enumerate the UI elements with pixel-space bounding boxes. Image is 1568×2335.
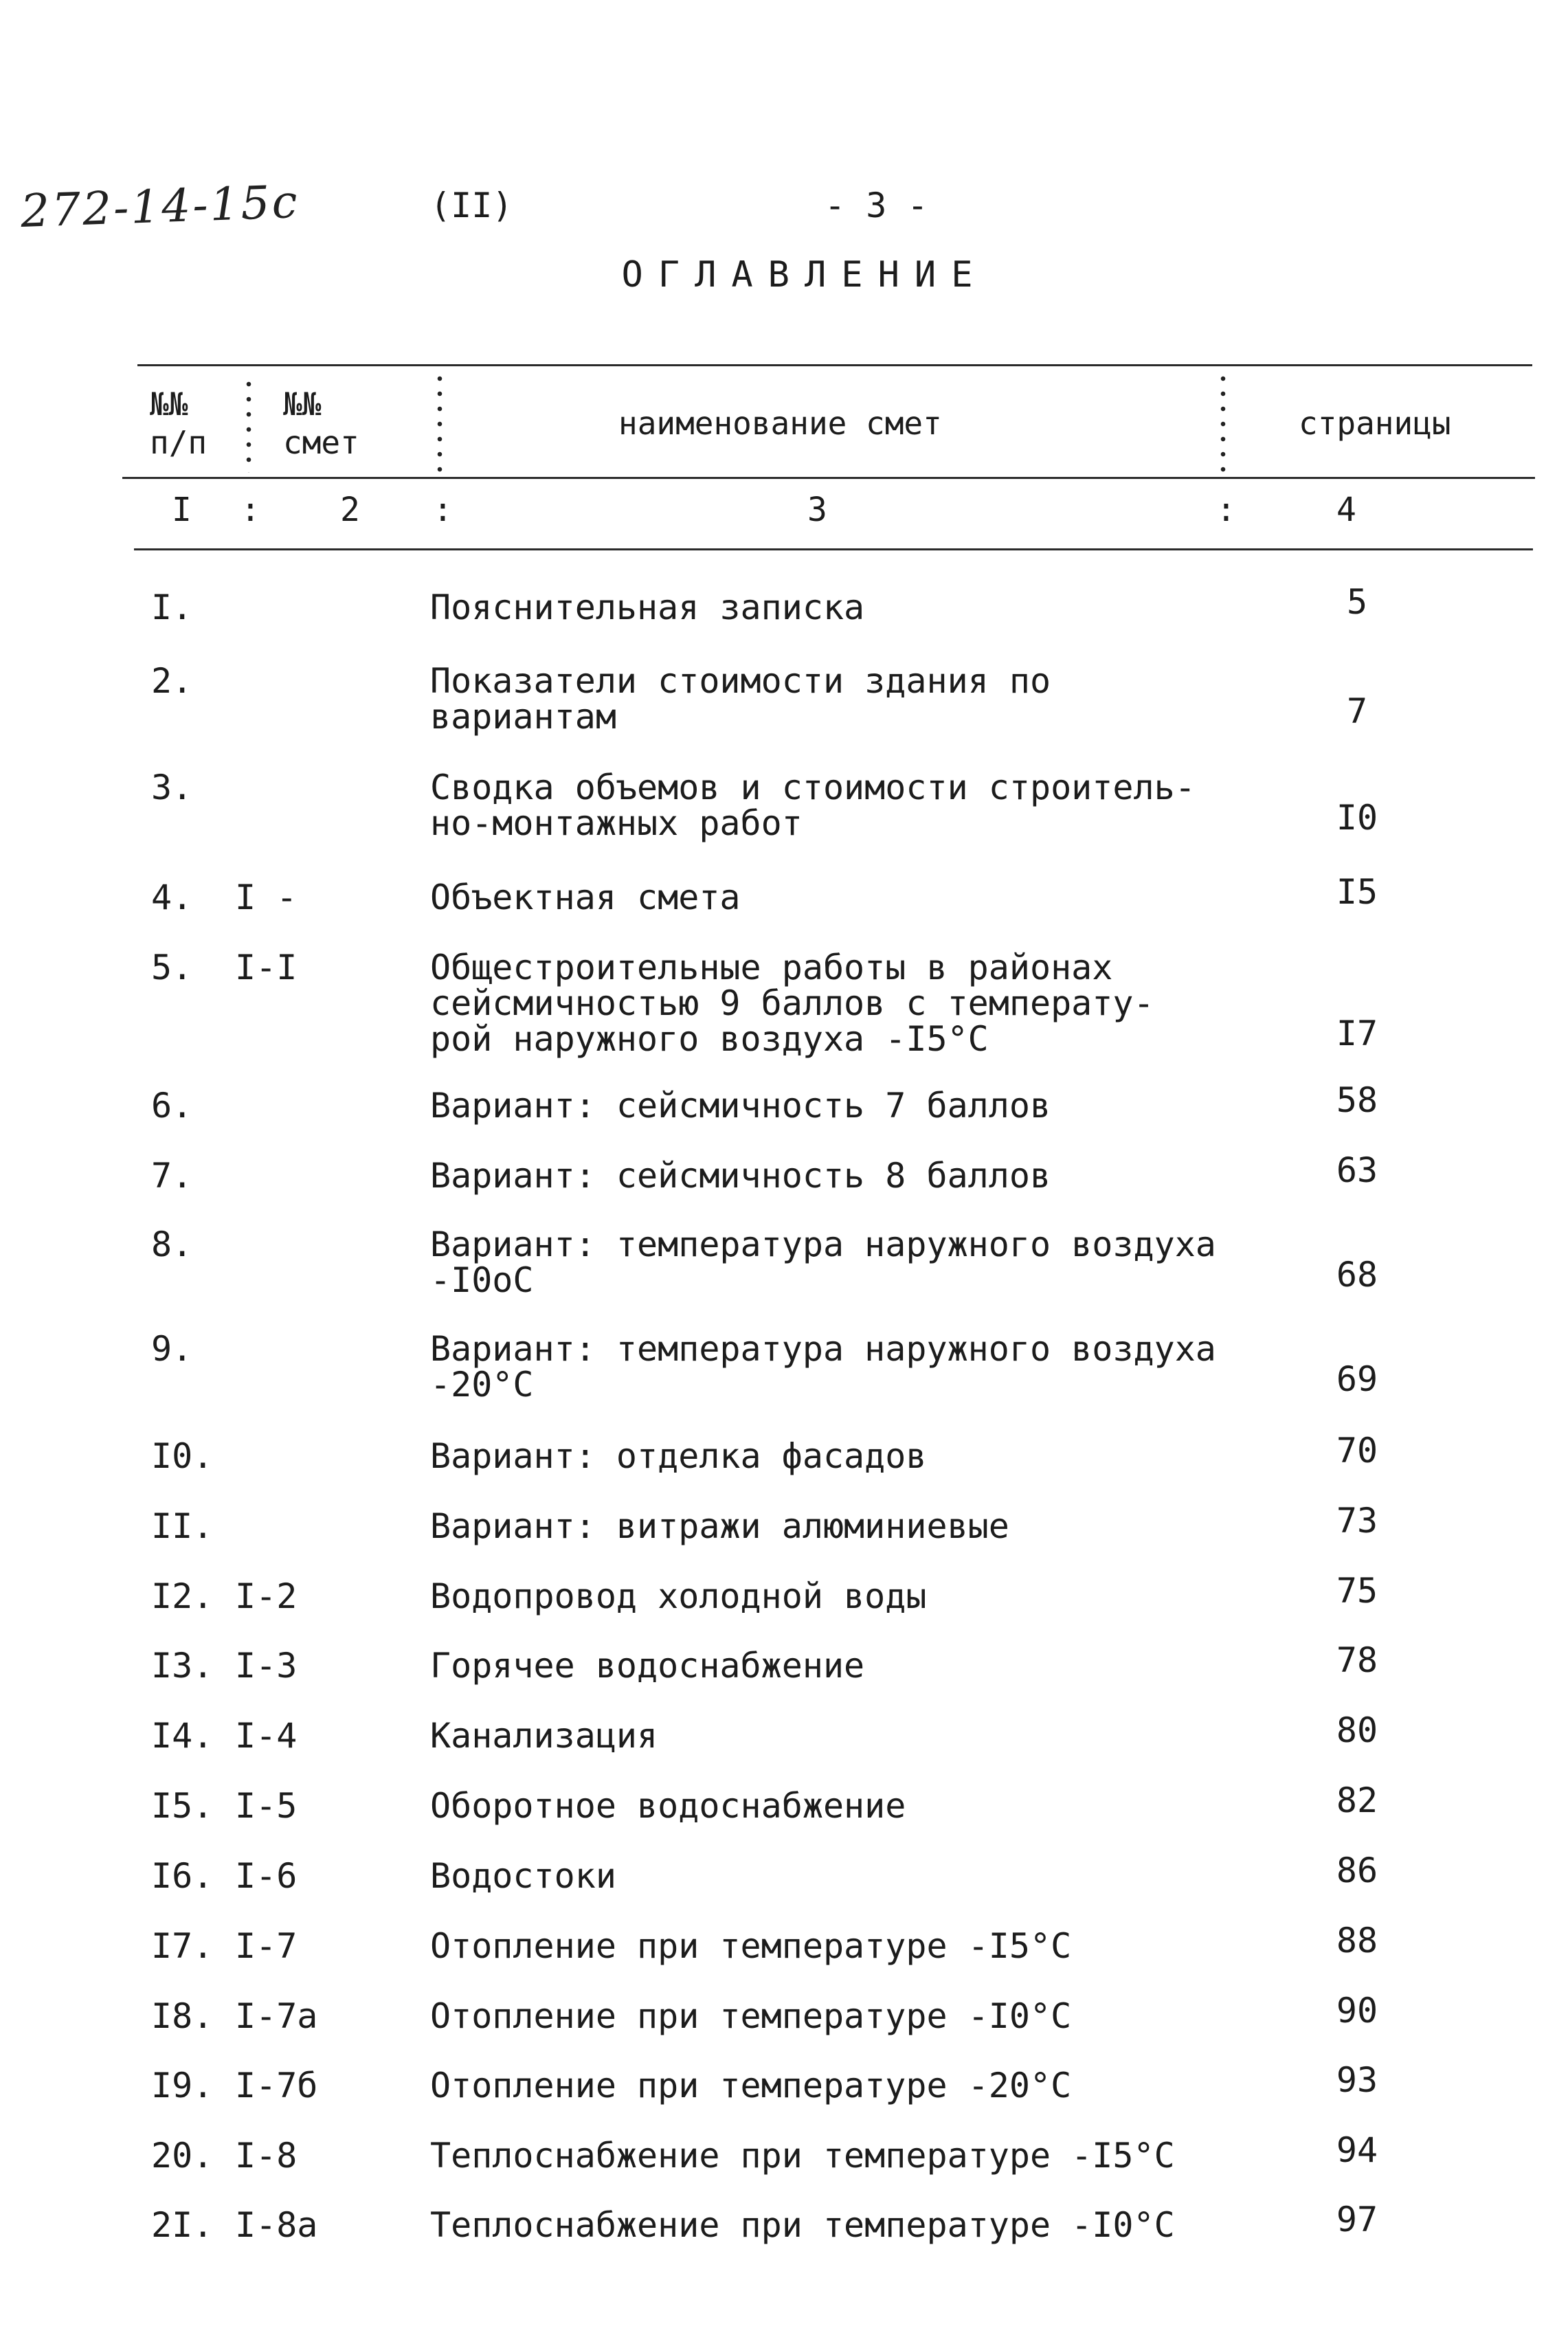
row-number: I3. xyxy=(151,1646,214,1686)
row-number: 6. xyxy=(151,1086,193,1126)
header-row-number: №№ п/п xyxy=(150,386,208,461)
estimate-number: I-8а xyxy=(235,2205,318,2245)
estimate-name: Общестроительные работы в районах сейсмичностью 9 баллов с температу- рой наружного воздуха -I5°C xyxy=(430,948,1154,1059)
page-reference: 93 xyxy=(1336,2060,1378,2100)
estimate-name: Горячее водоснабжение xyxy=(430,1646,865,1686)
row-number: 8. xyxy=(151,1225,193,1264)
row-number: II. xyxy=(151,1506,214,1546)
column-number: 2 xyxy=(340,491,360,529)
page-reference: 97 xyxy=(1336,2200,1378,2239)
row-number: 3. xyxy=(151,768,193,807)
column-separator xyxy=(1220,371,1227,473)
estimate-number: I-8 xyxy=(235,2136,298,2176)
handwritten-code: 272-14-15с xyxy=(19,175,300,238)
header-estimate-number: №№ смет xyxy=(283,386,359,461)
row-number: 20. xyxy=(151,2136,214,2176)
estimate-name: Водопровод холодной воды xyxy=(430,1576,927,1616)
estimate-name: Отопление при температуре -I0°C xyxy=(430,1996,1072,2036)
estimate-name: Показатели стоимости здания по вариантам xyxy=(430,661,1051,737)
page-reference: 69 xyxy=(1336,1359,1378,1399)
column-number-separator: : xyxy=(433,491,453,529)
estimate-name: Объектная смета xyxy=(430,878,741,917)
page-reference: I0 xyxy=(1336,798,1378,838)
estimate-name: Пояснительная записка xyxy=(430,588,865,627)
page-reference: 90 xyxy=(1336,1991,1378,2031)
estimate-name: Отопление при температуре -I5°C xyxy=(430,1926,1072,1966)
page-reference: 80 xyxy=(1336,1710,1378,1750)
estimate-name: Оборотное водоснабжение xyxy=(430,1786,906,1826)
row-number: I7. xyxy=(151,1926,214,1966)
page-reference: 94 xyxy=(1336,2130,1378,2170)
estimate-number: I-5 xyxy=(235,1786,298,1826)
row-number: 9. xyxy=(151,1329,193,1369)
estimate-number: I-7 xyxy=(235,1926,298,1966)
row-number: I4. xyxy=(151,1716,214,1756)
estimate-number: I-I xyxy=(235,948,298,987)
column-separator xyxy=(245,377,252,473)
column-number: 3 xyxy=(807,491,827,529)
estimate-number: I-4 xyxy=(235,1716,298,1756)
header-divider-rule xyxy=(122,477,1535,479)
page-reference: 7 xyxy=(1346,691,1368,731)
page-reference: 88 xyxy=(1336,1921,1378,1960)
page-reference: 70 xyxy=(1336,1431,1378,1471)
estimate-name: Вариант: сейсмичность 7 баллов xyxy=(430,1086,1051,1126)
estimate-number: I-7а xyxy=(235,1996,318,2036)
page-reference: I7 xyxy=(1336,1014,1378,1053)
estimate-name: Канализация xyxy=(430,1716,658,1756)
estimate-name: Вариант: витражи алюминиевые xyxy=(430,1506,1009,1546)
row-number: 5. xyxy=(151,948,193,987)
column-number-separator: : xyxy=(240,491,260,529)
row-number: 2. xyxy=(151,661,193,701)
page-reference: 5 xyxy=(1346,582,1368,622)
page-title: ОГЛАВЛЕНИЕ xyxy=(621,254,988,295)
column-number: 4 xyxy=(1336,491,1356,529)
page-reference: 73 xyxy=(1336,1501,1378,1541)
row-number: I. xyxy=(151,588,193,627)
page-reference: 82 xyxy=(1336,1780,1378,1820)
estimate-name: Теплоснабжение при температуре -I0°C xyxy=(430,2205,1175,2245)
page-reference: I5 xyxy=(1336,872,1378,912)
page-reference: 63 xyxy=(1336,1150,1378,1190)
header-pages: страницы xyxy=(1299,405,1451,442)
row-number: 7. xyxy=(151,1156,193,1196)
row-number: I2. xyxy=(151,1576,214,1616)
estimate-number: I-3 xyxy=(235,1646,298,1686)
estimate-number: I-2 xyxy=(235,1576,298,1616)
page-reference: 86 xyxy=(1336,1851,1378,1890)
column-number-separator: : xyxy=(1216,491,1236,529)
numbers-divider-rule xyxy=(134,548,1533,550)
row-number: I0. xyxy=(151,1436,214,1476)
page-reference: 75 xyxy=(1336,1571,1378,1611)
estimate-number: I - xyxy=(235,878,298,917)
column-separator xyxy=(436,371,443,473)
row-number: I8. xyxy=(151,1996,214,2036)
row-number: I9. xyxy=(151,2066,214,2105)
estimate-name: Вариант: отделка фасадов xyxy=(430,1436,927,1476)
part-mark: (II) xyxy=(430,186,513,225)
estimate-name: Вариант: температура наружного воздуха -I0oC xyxy=(430,1225,1216,1300)
header-estimate-name: наименование смет xyxy=(618,405,942,442)
row-number: 2I. xyxy=(151,2205,214,2245)
estimate-name: Вариант: сейсмичность 8 баллов xyxy=(430,1156,1051,1196)
table-top-rule xyxy=(137,364,1532,366)
row-number: I5. xyxy=(151,1786,214,1826)
page-reference: 78 xyxy=(1336,1640,1378,1680)
row-number: I6. xyxy=(151,1856,214,1896)
estimate-name: Отопление при температуре -20°C xyxy=(430,2066,1072,2105)
estimate-number: I-7б xyxy=(235,2066,318,2105)
page-number: - 3 - xyxy=(825,186,928,225)
page-reference: 68 xyxy=(1336,1255,1378,1295)
estimate-name: Теплоснабжение при температуре -I5°C xyxy=(430,2136,1175,2176)
estimate-name: Водостоки xyxy=(430,1856,616,1896)
estimate-name: Сводка объемов и стоимости строитель- но-монтажных работ xyxy=(430,768,1196,843)
estimate-name: Вариант: температура наружного воздуха -20°C xyxy=(430,1329,1216,1405)
estimate-number: I-6 xyxy=(235,1856,298,1896)
column-number: I xyxy=(172,491,192,529)
page-reference: 58 xyxy=(1336,1080,1378,1120)
row-number: 4. xyxy=(151,878,193,917)
